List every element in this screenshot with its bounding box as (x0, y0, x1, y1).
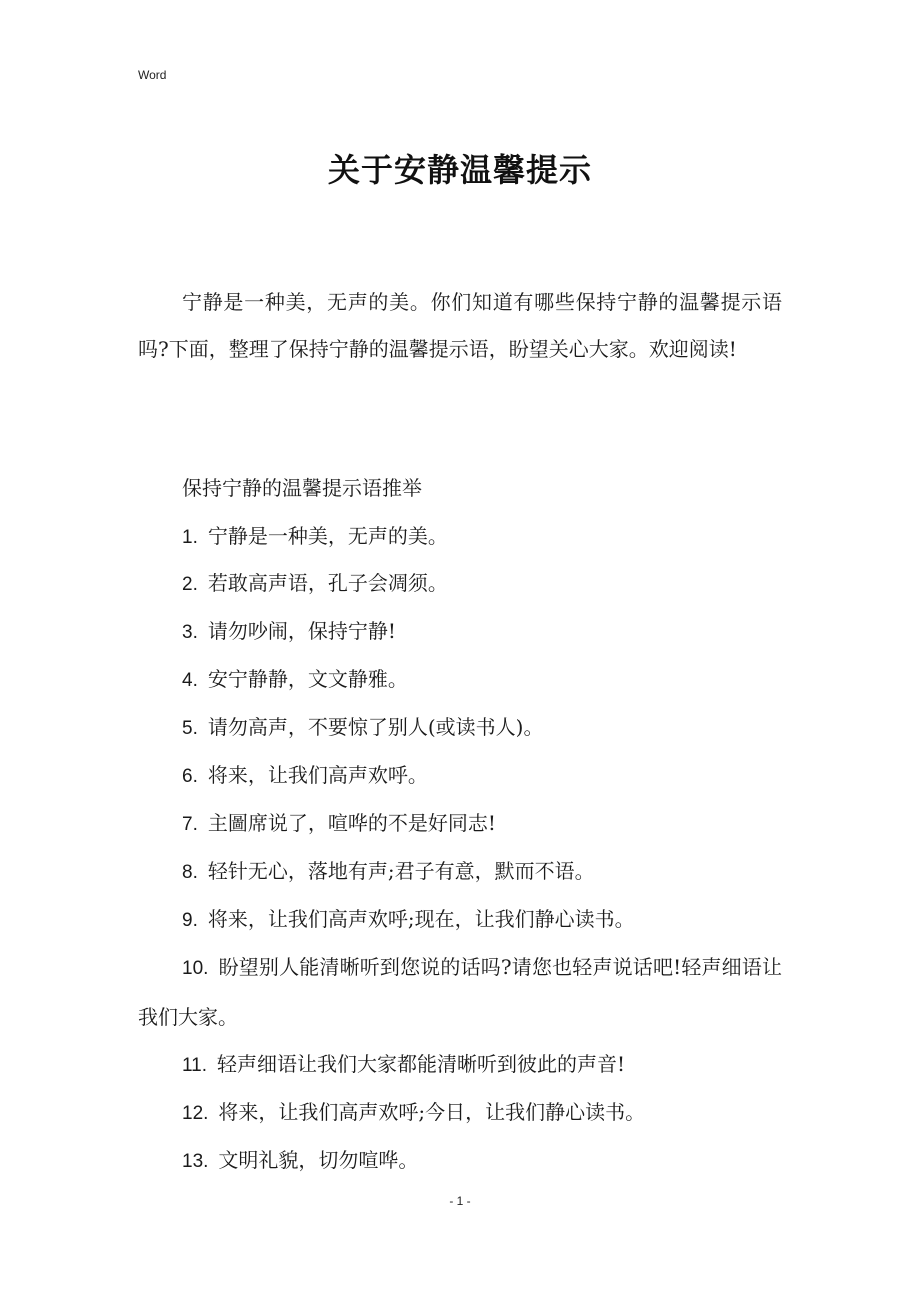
list-item (138, 712, 782, 744)
item-number: 5. (182, 718, 198, 739)
item-text: 将来，让我们高声欢呼。 (207, 763, 428, 787)
list-item (138, 1097, 782, 1129)
item-text: 请勿吵闹，保持宁静! (207, 619, 396, 643)
item-number: 11. (182, 1055, 208, 1076)
item-text: 盼望别人能清晰听到您说的话吗?请您也轻声说话吧!轻声细语让我们大家。 (138, 955, 782, 1029)
item-text: 宁静是一种美，无声的美。 (207, 524, 448, 548)
item-number: 7. (182, 814, 198, 835)
item-text: 若敢高声语，孔子会凋须。 (207, 571, 448, 595)
list-item (138, 521, 782, 553)
list-item (138, 616, 782, 648)
section-heading: 保持宁静的温馨提示语推举 (182, 476, 422, 500)
item-number: 3. (182, 622, 198, 643)
item-text: 将来，让我们高声欢呼;今日，让我们静心读书。 (218, 1100, 646, 1124)
list-item (138, 568, 782, 600)
list-item (138, 1145, 782, 1177)
item-number: 12. (182, 1103, 209, 1124)
list-item (138, 1049, 782, 1081)
item-number: 8. (182, 862, 198, 883)
item-number: 10. (182, 958, 209, 979)
item-text: 主圖席说了，喧哗的不是好同志! (207, 811, 496, 835)
list-item (138, 808, 782, 840)
item-text: 请勿高声，不要惊了别人(或读书人)。 (207, 715, 544, 739)
list-item (138, 856, 782, 888)
item-number: 1. (182, 527, 198, 548)
item-number: 9. (182, 910, 198, 931)
list-item (138, 760, 782, 792)
item-text: 将来，让我们高声欢呼;现在，让我们静心读书。 (207, 907, 635, 931)
list-item (138, 943, 782, 1041)
item-number: 6. (182, 766, 198, 787)
item-text: 文明礼貌，切勿喧哗。 (218, 1148, 419, 1172)
item-number: 4. (182, 670, 198, 691)
item-number: 2. (182, 574, 198, 595)
list-item (138, 664, 782, 696)
item-text: 轻声细语让我们大家都能清晰听到彼此的声音! (217, 1052, 626, 1076)
header-label: Word (138, 68, 167, 82)
item-number: 13. (182, 1151, 209, 1172)
list-item (138, 904, 782, 936)
intro-paragraph: 宁静是一种美，无声的美。你们知道有哪些保持宁静的温馨提示语吗?下面，整理了保持宁静的温馨提示语，盼望关心大家。欢迎阅读! (138, 290, 782, 361)
item-text: 安宁静静，文文静雅。 (207, 667, 408, 691)
item-text: 轻针无心，落地有声;君子有意，默而不语。 (207, 859, 595, 883)
page-title: 关于安静温馨提示 (327, 151, 592, 189)
page-number: - 1 - (449, 1194, 471, 1208)
